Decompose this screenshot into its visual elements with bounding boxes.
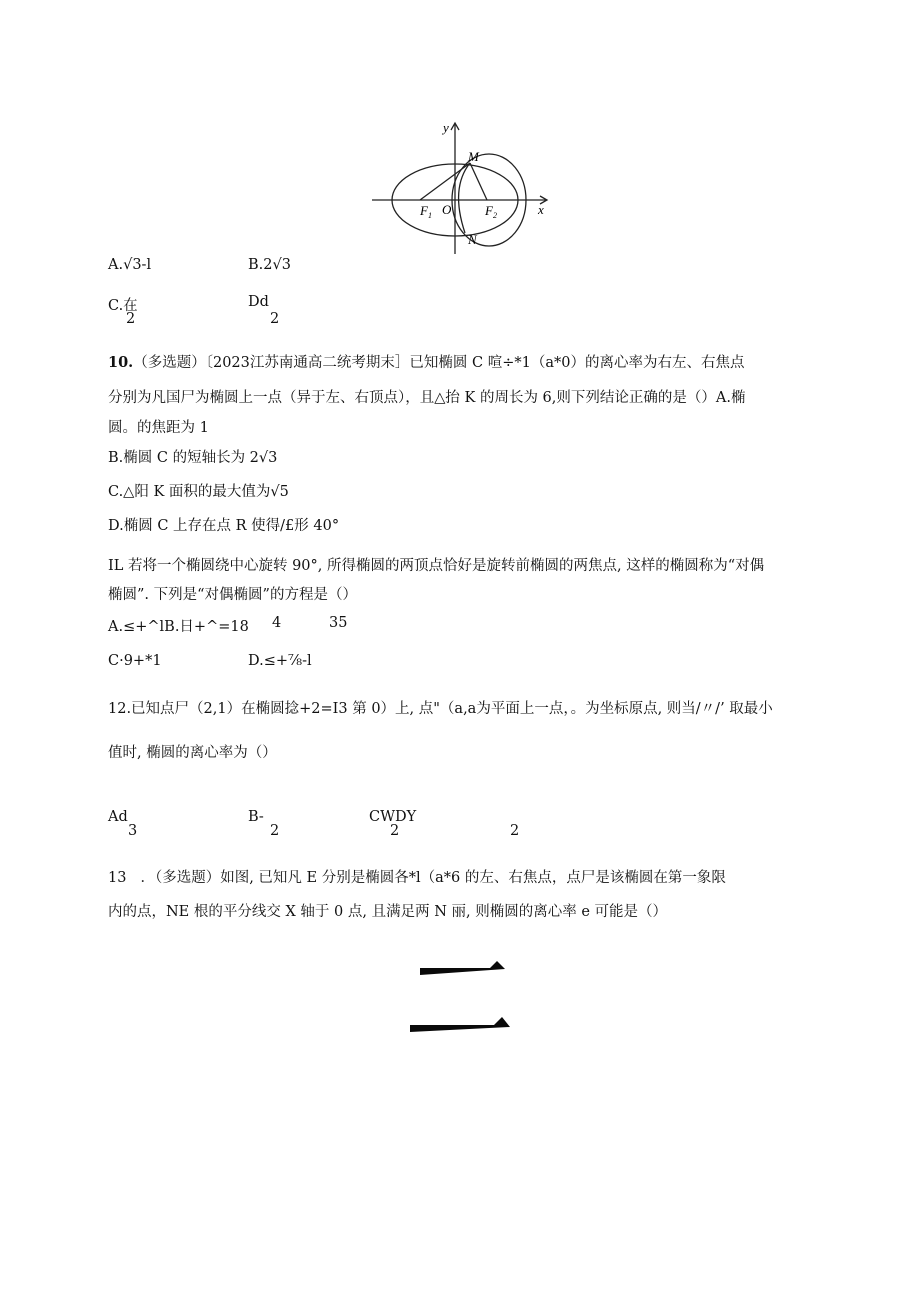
label-y: y [443, 120, 449, 135]
q11-option-ab: A.≤+^lB.日+^=18 [108, 619, 249, 635]
q11-line-1: IL 若将一个椭圆绕中心旋转 90°, 所得椭圆的两顶点恰好是旋转前椭圆的两焦点, 这样的椭圆称为“对偶 [108, 558, 765, 574]
q9-option-d: Dd [248, 294, 269, 310]
q12-option-d-denominator: 2 [510, 823, 520, 839]
q12-option-c-denominator: 2 [390, 823, 400, 839]
ellipse-figure [370, 118, 560, 258]
label-f1: $F_1$ [420, 203, 432, 220]
segment-f1-m [420, 163, 470, 200]
label-m: M [468, 149, 479, 164]
q12-line-2: 值时, 椭圆的离心率为（） [108, 745, 277, 761]
q13-line-1 [108, 866, 726, 887]
q9-option-b: B.2√3 [248, 257, 291, 273]
q10-option-b: B.椭圆 C 的短轴长为 2√3 [108, 450, 278, 466]
q10-line-2: 分别为凡国尸为椭圆上一点（异于左、右顶点），且△抬 K 的周长为 6,则下列结论正确的是（）A.椭 [108, 390, 746, 406]
label-n: N [468, 232, 477, 247]
q10-option-d: D.椭圆 C 上存在点 R 使得/£形 40° [108, 518, 340, 534]
q12-option-b-denominator: 2 [270, 823, 280, 839]
q13-number: 13 [108, 870, 127, 886]
q12-option-cd: CWDY [369, 809, 417, 825]
q13-stem-1: ．（多选题）如图, 已知凡 E 分别是椭圆各*l（a*6 的左、右焦点，点尸是该椭圆在第一象限 [140, 870, 726, 886]
q12-line-1: 12.已知点尸（2,1）在椭圆捻+2=I3 第 0）上, 点"（a,a为平面上一点，。为坐标原点, 则当/〃/’ 取最小 [108, 701, 773, 717]
q11-denominator-4: 4 [272, 615, 282, 631]
q12-option-b: B- [248, 809, 264, 825]
q10-number: 10. [108, 354, 134, 371]
q10-line-3: 圆。的焦距为 1 [108, 420, 209, 436]
q9-option-c: C.在 [108, 298, 138, 314]
q11-option-c: C·9+*1 [108, 653, 162, 669]
q10-line-1 [108, 351, 744, 372]
q9-option-c-denominator: 2 [126, 311, 136, 327]
q11-option-d: D.≤+⅞-l [248, 653, 312, 669]
arc-m-n [459, 163, 470, 233]
q10-stem-1: （多选题）〔2023江苏南通高二统考期末］已知椭圆 C 喧÷*1（a*0）的离心率为右左、右焦点 [133, 355, 745, 371]
q10-option-c: C.△阳 K 面积的最大值为√5 [108, 484, 289, 500]
q12-option-a: Ad [108, 809, 128, 825]
label-f2: $F_2$ [485, 203, 497, 220]
q11-denominator-35: 35 [329, 615, 348, 631]
q13-line-2: 内的点，NE 根的平分线交 X 轴于 0 点, 且满足两 N 丽, 则椭圆的离心率 e 可能是（） [108, 904, 668, 920]
q9-option-d-denominator: 2 [270, 311, 280, 327]
lower-bar [410, 1017, 510, 1032]
label-o: O [442, 202, 452, 217]
decorative-bars [408, 955, 518, 1040]
upper-bar [420, 961, 505, 975]
q9-option-a: A.√3-l [108, 257, 152, 273]
q11-line-2: 椭圆”. 下列是“对偶椭圆”的方程是（） [108, 587, 357, 603]
label-x: x [538, 202, 544, 217]
q12-option-a-denominator: 3 [128, 823, 138, 839]
